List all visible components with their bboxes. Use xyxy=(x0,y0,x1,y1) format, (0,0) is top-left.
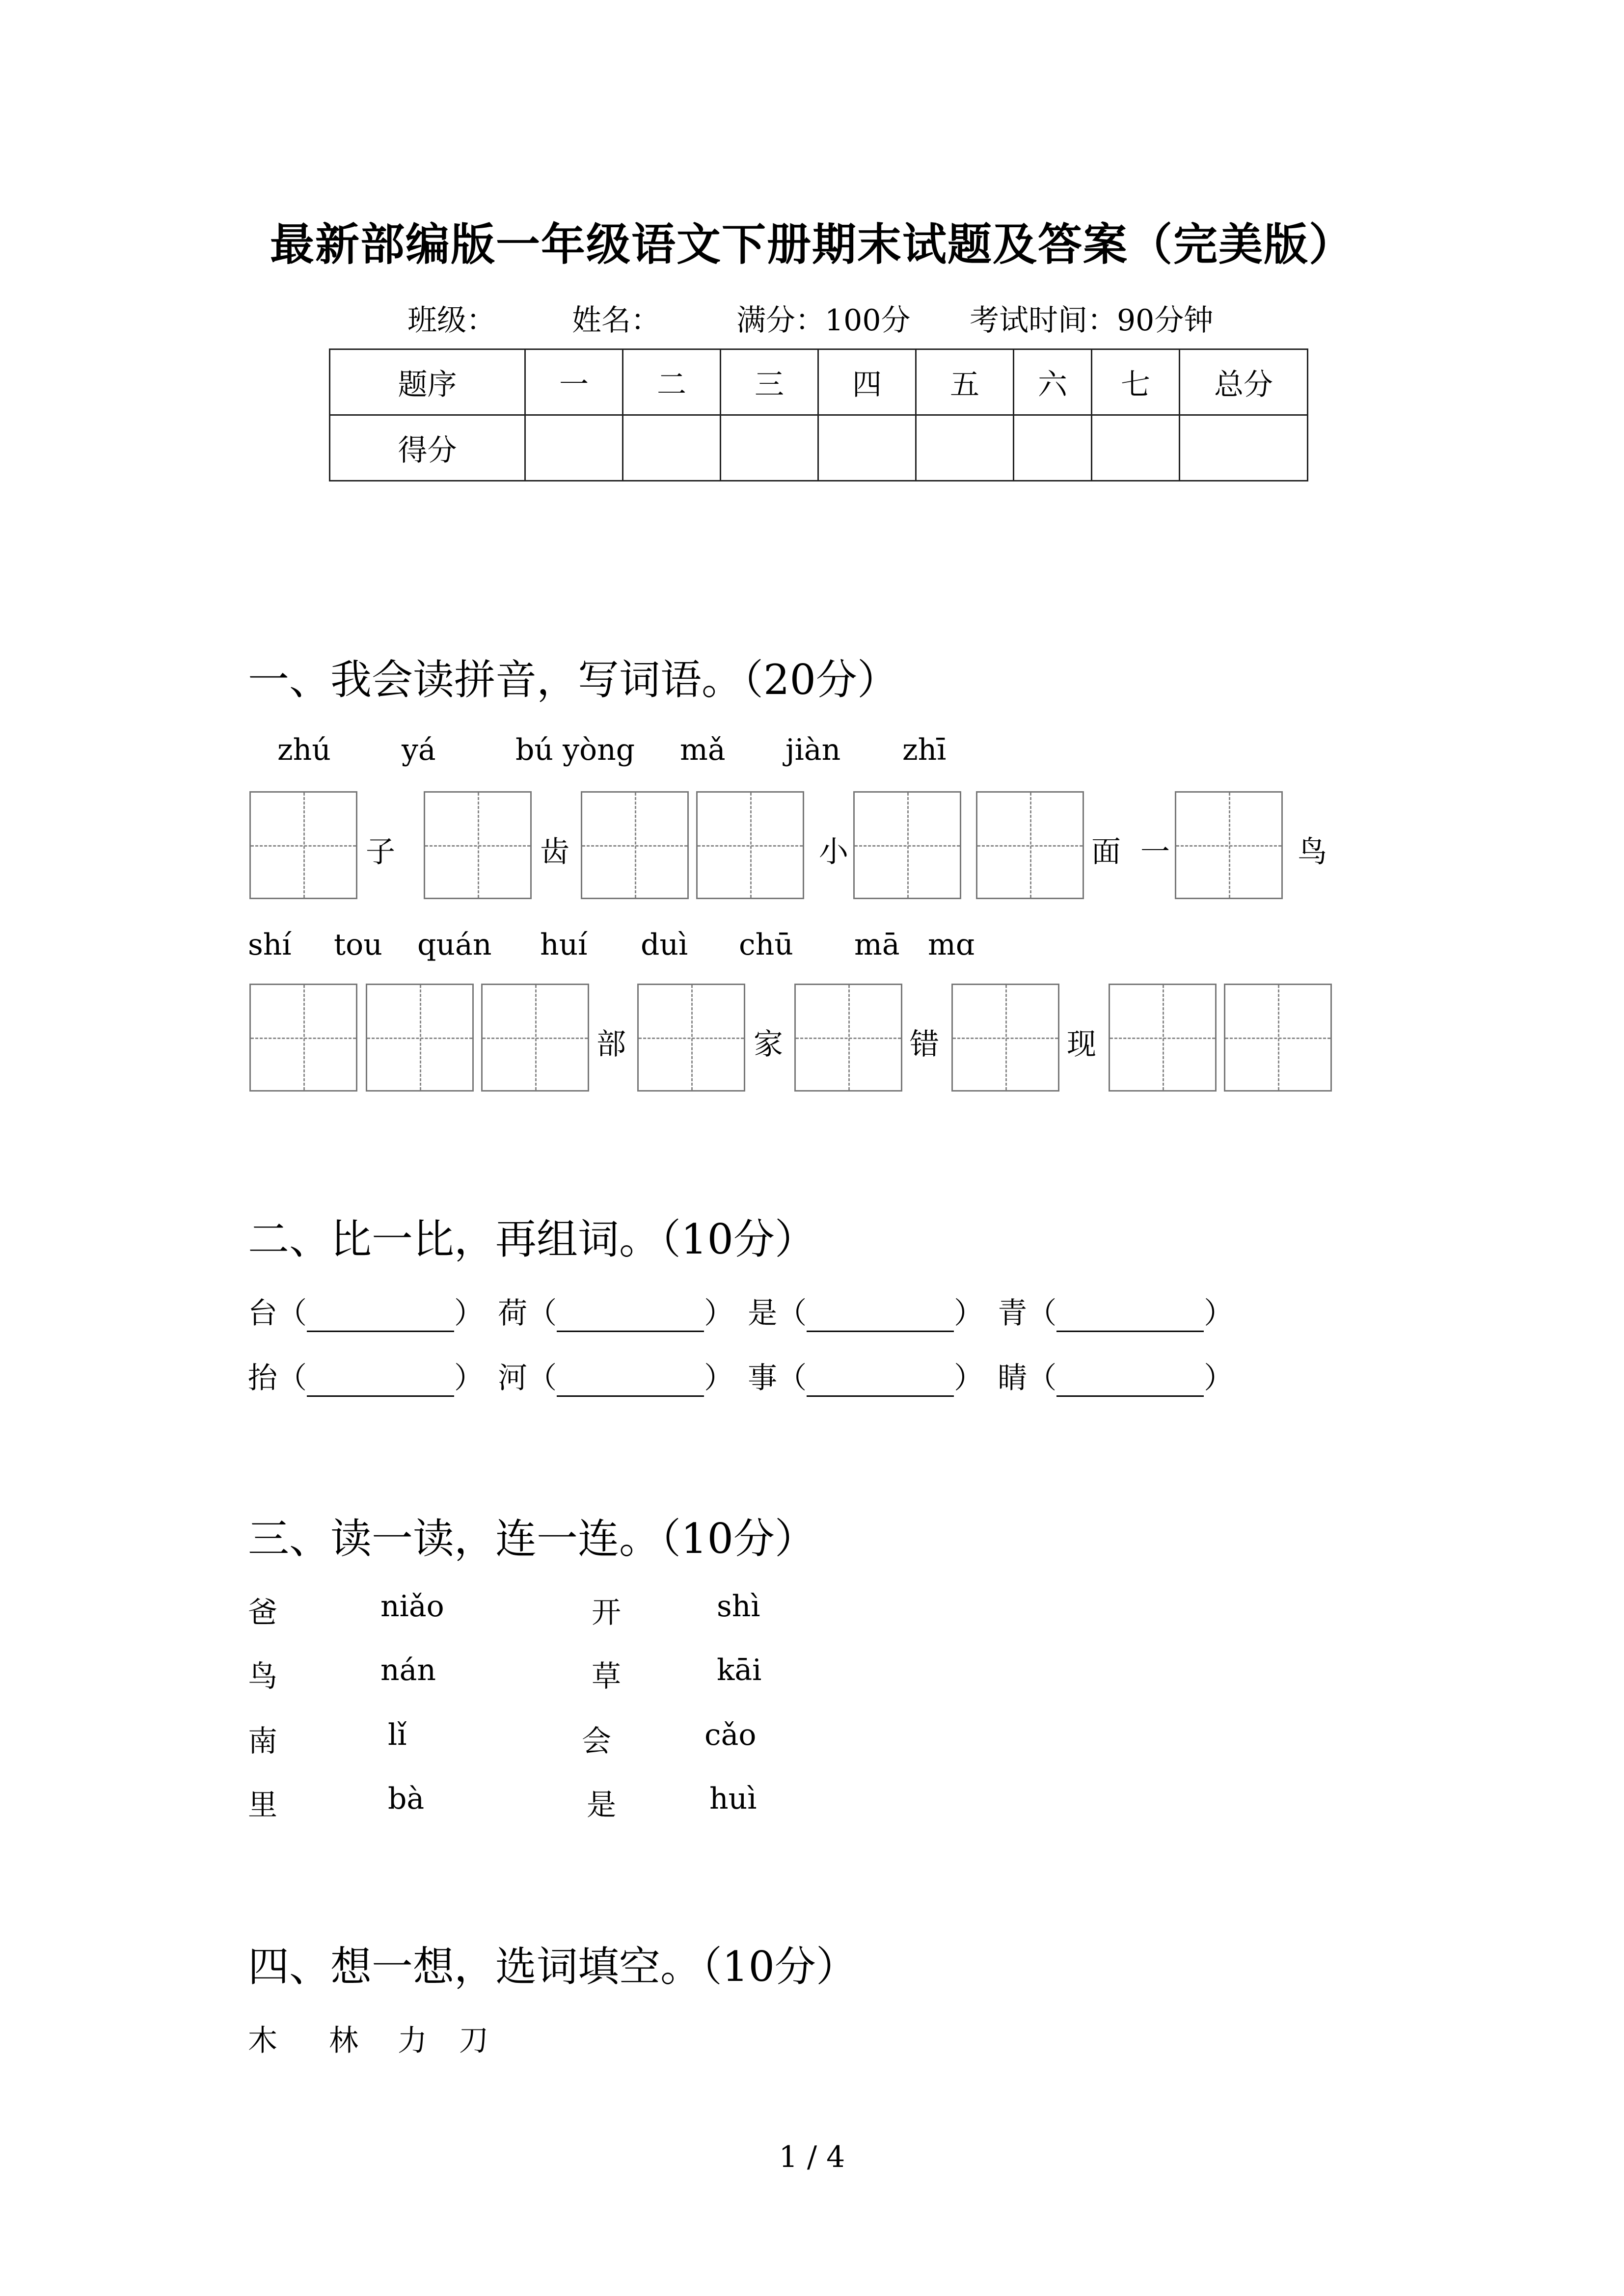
section2-heading: 二、比一比，再组词。（10分） xyxy=(248,1215,816,1263)
writing-box[interactable] xyxy=(853,791,961,899)
section4-heading: 四、想一想，选词填空。（10分） xyxy=(248,1943,857,1991)
pinyin: zhī xyxy=(902,733,947,767)
given-char: 鸟 xyxy=(1298,835,1327,869)
writing-box[interactable] xyxy=(581,791,689,899)
writing-box[interactable] xyxy=(366,984,474,1092)
match-pinyin[interactable]: lǐ xyxy=(388,1718,407,1752)
close-paren: ） xyxy=(954,1296,984,1331)
writing-box[interactable] xyxy=(1175,791,1283,899)
writing-box[interactable] xyxy=(424,791,532,899)
close-paren: ） xyxy=(704,1296,734,1331)
exam-time: 考试时间：90分钟 xyxy=(970,303,1214,338)
page-title: 最新部编版一年级语文下册期末试题及答案（完美版） xyxy=(270,218,1354,270)
score-table-score-row xyxy=(330,415,1308,481)
match-pinyin[interactable]: cǎo xyxy=(704,1718,757,1752)
table-header-cell: 二 xyxy=(623,349,721,415)
given-char: 现 xyxy=(1067,1027,1096,1062)
given-char: 部 xyxy=(596,1027,626,1062)
answer-blank[interactable] xyxy=(557,1300,704,1332)
table-header-cell: 题序 xyxy=(330,349,525,415)
full-score: 满分：100分 xyxy=(736,303,911,338)
table-row-label: 得分 xyxy=(330,415,525,481)
writing-box[interactable] xyxy=(249,791,357,899)
match-char[interactable]: 南 xyxy=(248,1724,277,1759)
pinyin: shí xyxy=(248,928,292,962)
name-label: 姓名： xyxy=(572,303,660,338)
close-paren: ） xyxy=(454,1361,484,1395)
answer-blank[interactable] xyxy=(807,1365,954,1397)
pinyin: mɑ xyxy=(928,928,975,962)
writing-box[interactable] xyxy=(481,984,589,1092)
pinyin: chū xyxy=(739,928,793,962)
pinyin: tou xyxy=(334,928,382,962)
answer-blank[interactable] xyxy=(1056,1300,1204,1332)
writing-box[interactable] xyxy=(1109,984,1217,1092)
close-paren: ） xyxy=(454,1296,484,1331)
pinyin: yá xyxy=(402,733,436,767)
word-option: 力 xyxy=(398,2024,427,2058)
match-pinyin[interactable]: shì xyxy=(717,1589,760,1624)
match-pinyin[interactable]: huì xyxy=(709,1782,757,1816)
compare-row-2 xyxy=(248,1355,1233,1397)
word-option: 木 xyxy=(248,2024,277,2058)
open-paren: （ xyxy=(527,1296,557,1331)
writing-box[interactable] xyxy=(951,984,1059,1092)
answer-blank[interactable] xyxy=(307,1365,454,1397)
close-paren: ） xyxy=(954,1361,984,1395)
answer-blank[interactable] xyxy=(807,1300,954,1332)
open-paren: （ xyxy=(777,1361,807,1395)
given-char: 小 xyxy=(819,835,848,869)
table-header-cell: 总分 xyxy=(1180,349,1308,415)
match-pinyin[interactable]: bà xyxy=(388,1782,425,1816)
table-header-cell: 三 xyxy=(721,349,818,415)
compare-char: 抬 xyxy=(248,1361,277,1395)
word-option: 刀 xyxy=(459,2024,488,2058)
match-char[interactable]: 草 xyxy=(592,1659,621,1694)
table-header-cell: 四 xyxy=(818,349,916,415)
open-paren: （ xyxy=(777,1296,807,1331)
compare-char: 睛 xyxy=(998,1361,1028,1395)
answer-blank[interactable] xyxy=(307,1300,454,1332)
score-cell[interactable] xyxy=(1180,415,1308,481)
match-pinyin[interactable]: kāi xyxy=(717,1653,762,1687)
table-header-cell: 七 xyxy=(1092,349,1180,415)
pinyin: quán xyxy=(417,928,492,962)
pinyin: huí xyxy=(540,928,588,962)
close-paren: ） xyxy=(704,1361,734,1395)
given-char: 子 xyxy=(366,835,395,869)
section3-heading: 三、读一读，连一连。（10分） xyxy=(248,1515,816,1563)
given-char: 一 xyxy=(1140,835,1170,869)
pinyin: bú yòng xyxy=(515,733,635,767)
word-option: 林 xyxy=(329,2024,358,2058)
score-cell[interactable] xyxy=(818,415,916,481)
writing-box[interactable] xyxy=(249,984,357,1092)
score-table xyxy=(329,348,1308,481)
score-cell[interactable] xyxy=(623,415,721,481)
open-paren: （ xyxy=(527,1361,557,1395)
compare-char: 荷 xyxy=(498,1296,528,1331)
writing-box[interactable] xyxy=(976,791,1084,899)
compare-char: 台 xyxy=(248,1296,277,1331)
given-char: 面 xyxy=(1091,835,1121,869)
answer-blank[interactable] xyxy=(557,1365,704,1397)
match-pinyin[interactable]: niǎo xyxy=(380,1589,444,1624)
given-char: 家 xyxy=(754,1027,783,1062)
class-label: 班级： xyxy=(407,303,496,338)
open-paren: （ xyxy=(277,1296,307,1331)
writing-box[interactable] xyxy=(696,791,804,899)
match-char[interactable]: 是 xyxy=(587,1788,616,1822)
pinyin: jiàn xyxy=(785,733,841,767)
pinyin: mā xyxy=(854,928,900,962)
given-char: 错 xyxy=(910,1027,939,1062)
pinyin: zhú xyxy=(277,733,331,767)
match-char[interactable]: 鸟 xyxy=(248,1659,277,1694)
open-paren: （ xyxy=(1027,1296,1057,1331)
table-header-cell: 一 xyxy=(525,349,623,415)
answer-blank[interactable] xyxy=(1056,1365,1204,1397)
table-header-cell: 五 xyxy=(916,349,1014,415)
close-paren: ） xyxy=(1204,1296,1234,1331)
match-char[interactable]: 开 xyxy=(592,1596,621,1630)
score-table-header-row xyxy=(330,349,1308,415)
section1-heading: 一、我会读拼音，写词语。（20分） xyxy=(248,656,898,704)
score-cell[interactable] xyxy=(1092,415,1180,481)
compare-char: 是 xyxy=(748,1296,778,1331)
score-cell[interactable] xyxy=(1014,415,1092,481)
pinyin: duì xyxy=(641,928,688,962)
match-char[interactable]: 爸 xyxy=(248,1596,277,1630)
given-char: 齿 xyxy=(540,835,569,869)
score-cell[interactable] xyxy=(721,415,818,481)
compare-char: 青 xyxy=(998,1296,1028,1331)
writing-box[interactable] xyxy=(794,984,902,1092)
close-paren: ） xyxy=(1204,1361,1234,1395)
page-number: 1 / 4 xyxy=(779,2140,845,2174)
writing-box[interactable] xyxy=(1224,984,1332,1092)
pinyin: mǎ xyxy=(680,733,726,767)
writing-box[interactable] xyxy=(637,984,745,1092)
match-char[interactable]: 里 xyxy=(248,1788,277,1822)
match-pinyin[interactable]: nán xyxy=(380,1653,436,1687)
score-cell[interactable] xyxy=(525,415,623,481)
score-cell[interactable] xyxy=(916,415,1014,481)
match-char[interactable]: 会 xyxy=(582,1724,611,1759)
open-paren: （ xyxy=(1027,1361,1057,1395)
open-paren: （ xyxy=(277,1361,307,1395)
compare-char: 事 xyxy=(748,1361,778,1395)
compare-char: 河 xyxy=(498,1361,528,1395)
compare-row-1 xyxy=(248,1290,1233,1332)
table-header-cell: 六 xyxy=(1014,349,1092,415)
